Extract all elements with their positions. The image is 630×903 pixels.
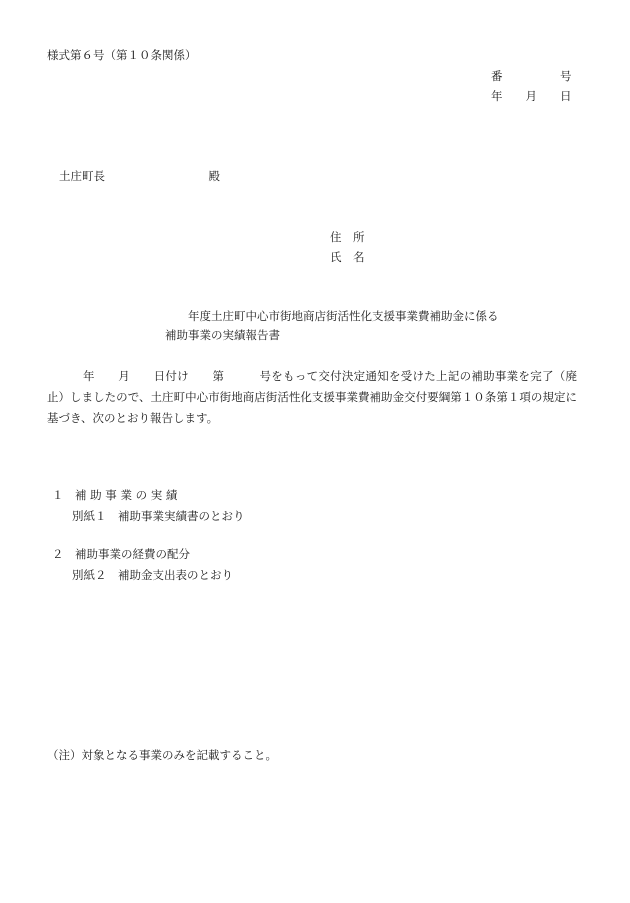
date-label: 年 月 日: [491, 89, 572, 103]
name-label: 氏 名: [330, 250, 365, 264]
section-2-heading: ２ 補助事業の経費の配分: [52, 547, 190, 561]
note: （注）対象となる事業のみを記載すること。: [47, 748, 277, 762]
body-text: [47, 366, 577, 429]
section-1-heading: １ 補 助 事 業 の 実 績: [52, 488, 178, 502]
body-text-content: 年 月 日付け 第 号をもって交付決定通知を受けた上記の補助事業を完了（廃止）しましたので、土庄町中心市街地商店街活性化支援事業費補助金交付要綱第１０条第１項の規定に基づき、次のとおり報告します。: [47, 369, 577, 425]
addressee: 土庄町長 殿: [59, 169, 220, 183]
section-1-detail: 別紙１ 補助事業実績書のとおり: [72, 509, 245, 523]
address-label: 住 所: [330, 230, 365, 244]
section-2-detail: 別紙２ 補助金支出表のとおり: [72, 568, 233, 582]
number-label: 番 号: [491, 69, 572, 83]
document-title-line1: 年度土庄町中心市街地商店街活性化支援事業費補助金に係る: [188, 309, 499, 323]
form-id: 様式第６号（第１０条関係）: [47, 48, 197, 62]
document-title-line2: 補助事業の実績報告書: [165, 328, 280, 342]
